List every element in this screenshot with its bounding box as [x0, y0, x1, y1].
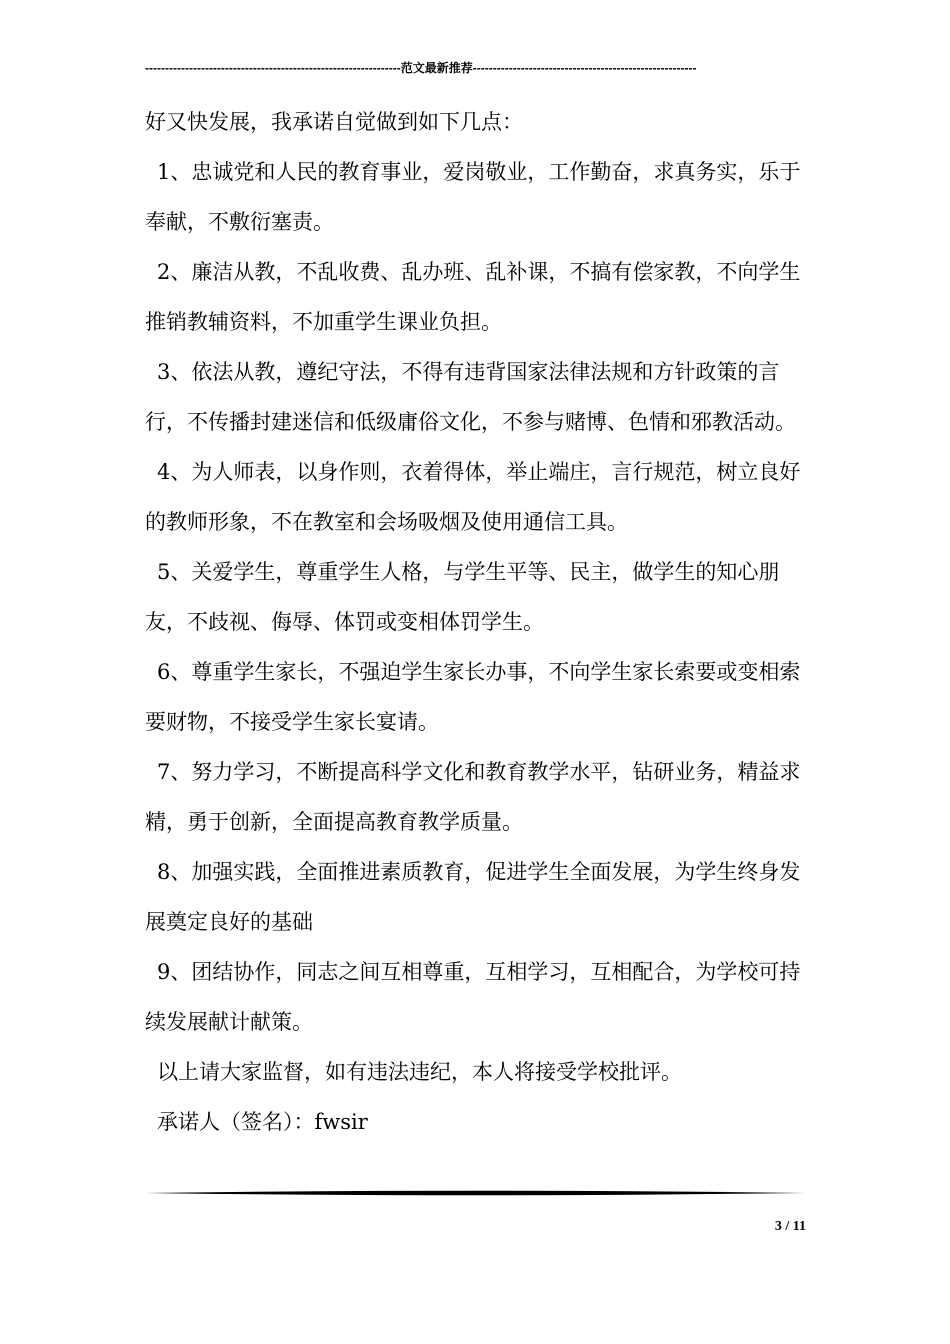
- pledge-item-4: 4、为人师表，以身作则，衣着得体，举止端庄，言行规范，树立良好的教师形象，不在教室和会场吸烟及使用通信工具。: [145, 460, 801, 534]
- header-dashes-right: --------------------------------------------------------: [472, 61, 697, 75]
- document-body: [145, 97, 817, 1147]
- header-dashes-left: ----------------------------------------------------------------: [145, 61, 401, 75]
- footer-divider: [145, 1190, 805, 1196]
- pledge-item-2: 2、廉洁从教，不乱收费、乱办班、乱补课，不搞有偿家教，不向学生推销教辅资料，不加重学生课业负担。: [145, 260, 801, 334]
- signature-line: 承诺人（签名）：fwsir: [157, 1110, 368, 1134]
- pledge-item-6: 6、尊重学生家长，不强迫学生家长办事，不向学生家长索要或变相索要财物，不接受学生家长宴请。: [145, 660, 801, 734]
- pledge-item-9: 9、团结协作，同志之间互相尊重，互相学习，互相配合，为学校可持续发展献计献策。: [145, 960, 801, 1034]
- page-number: 3 / 11: [774, 1219, 806, 1234]
- pledge-item-8: 8、加强实践，全面推进素质教育，促进学生全面发展，为学生终身发展奠定良好的基础: [145, 860, 801, 934]
- closing-paragraph: 以上请大家监督，如有违法违纪，本人将接受学校批评。: [157, 1060, 682, 1084]
- intro-paragraph: 好又快发展，我承诺自觉做到如下几点：: [145, 110, 523, 134]
- pledge-item-3: 3、依法从教，遵纪守法，不得有违背国家法律法规和方针政策的言行，不传播封建迷信和低级庸俗文化，不参与赌博、色情和邪教活动。: [145, 360, 796, 434]
- pledge-item-7: 7、努力学习，不断提高科学文化和教育教学水平，钻研业务，精益求精，勇于创新，全面提高教育教学质量。: [145, 760, 801, 834]
- page-header: [145, 58, 805, 78]
- pledge-item-1: 1、忠诚党和人民的教育事业，爱岗敬业，工作勤奋，求真务实，乐于奉献，不敷衍塞责。: [145, 160, 801, 234]
- pledge-item-5: 5、关爱学生，尊重学生人格，与学生平等、民主，做学生的知心朋友，不歧视、侮辱、体罚或变相体罚学生。: [145, 560, 780, 634]
- header-title: 范文最新推荐: [400, 61, 473, 75]
